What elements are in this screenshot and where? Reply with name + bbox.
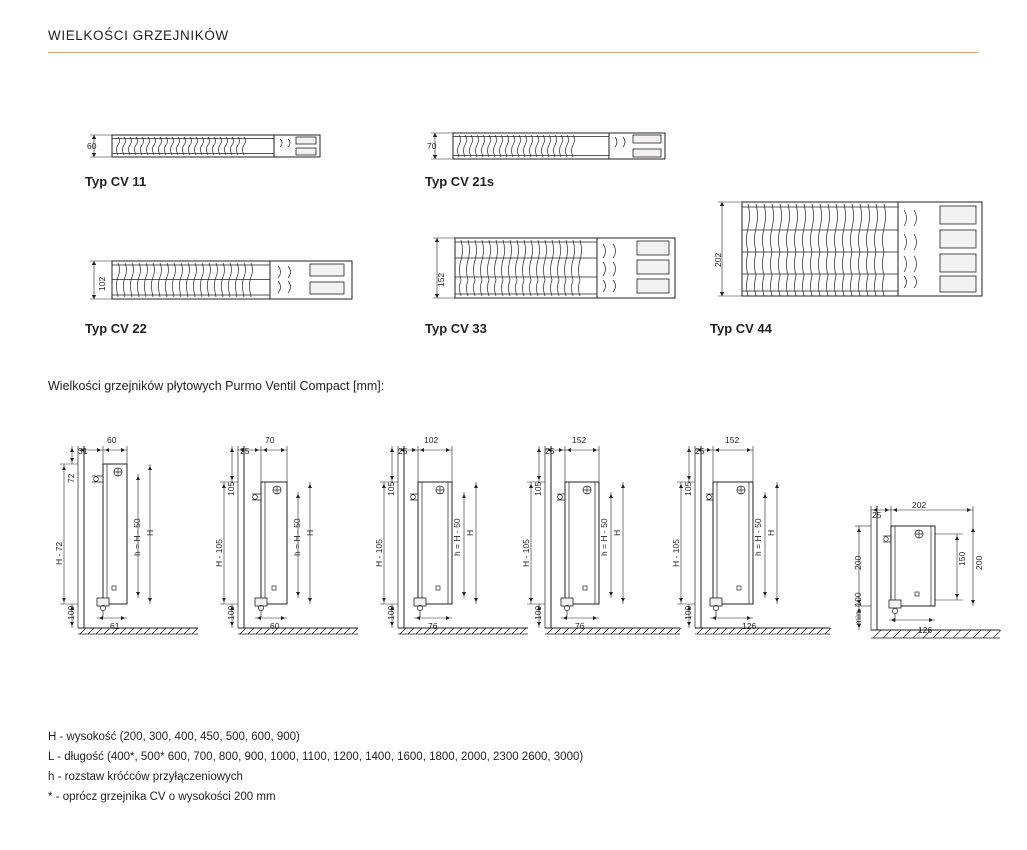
plan-cv11-dim-mid: H - 72 (54, 541, 64, 565)
plan-cv21s-dim-top: 105 (226, 481, 236, 496)
cross-section-cv33 (425, 232, 675, 310)
side-dim-25: 25 (872, 510, 882, 520)
plan-figure-cv11 (48, 438, 198, 668)
plan-cv33-dim-152: 152 (572, 435, 587, 445)
plan-cv33-dim-bottom-width: 76 (575, 621, 585, 631)
plan-cv33-dim-top: 105 (533, 481, 543, 496)
cv22-depth-dim: 102 (97, 276, 107, 291)
cross-section-cv21s (425, 128, 693, 168)
side-dim-126: 126 (918, 625, 933, 635)
plan-cv44-dim-h: h = H - 50 (753, 518, 763, 556)
note-length: L - długość (400*, 500* 600, 700, 800, 900, 1000, 1100, 1200, 1400, 1600, 1800, 2000, 2300 2600, 3000) (48, 751, 584, 763)
plan-cv21s-dim-h: h = H - 50 (292, 518, 302, 556)
plan-cv22-dim-bottom-width: 76 (428, 621, 438, 631)
plan-cv44-dim-H: H (766, 529, 776, 536)
plan-cv44-dim-bottom: 100 (683, 605, 693, 620)
plan-cv11-dim-top: 72 (66, 473, 76, 483)
note-height: H - wysokość (200, 300, 400, 450, 500, 600, 900) (48, 731, 300, 743)
note-exception: * - oprócz grzejnika CV o wysokości 200 mm (48, 791, 276, 803)
cv33-label: Typ CV 33 (425, 321, 487, 336)
plan-cv22-dim-top: 105 (386, 481, 396, 496)
cross-section-cv11 (84, 128, 352, 168)
plan-cv22-dim-mid: H - 105 (374, 539, 384, 567)
plan-cv44-dim-152: 152 (725, 435, 740, 445)
plan-cv22-dim-bottom: 100 (386, 605, 396, 620)
plan-cv22-dim-25: 25 (398, 446, 408, 456)
legend-notes (48, 727, 948, 807)
page-header (48, 28, 978, 53)
plan-cv21s-dim-25: 25 (240, 446, 250, 456)
side-dim-150: 150 (957, 551, 967, 566)
plan-cv44-dim-top: 105 (683, 481, 693, 496)
plan-cv11-dim-bottom-width: 61 (110, 621, 120, 631)
plan-figure-cv21s (208, 438, 358, 668)
page-title: WIELKOŚCI GRZEJNIKÓW (48, 28, 229, 43)
cv11-depth-dim: 60 (87, 141, 97, 151)
cv44-label: Typ CV 44 (710, 321, 772, 336)
cross-section-cv44 (710, 196, 982, 308)
plan-cv33-dim-h: h = H - 50 (599, 518, 609, 556)
plan-cv44-dim-bottom-width: 126 (742, 621, 757, 631)
plan-cv22-dim-H: H (465, 529, 475, 536)
side-dim-202: 202 (912, 500, 927, 510)
plan-cv21s-dim-H: H (305, 529, 315, 536)
cv21s-label: Typ CV 21s (425, 174, 495, 189)
plan-cv44-dim-mid: H - 105 (671, 539, 681, 567)
plan-cv33-dim-H: H (612, 529, 622, 536)
plan-cv11-dim-H: H (145, 529, 155, 536)
plan-figure-cv33 (515, 438, 680, 668)
cross-section-cv22 (84, 255, 352, 311)
plan-cv21s-dim-bottom-width: 60 (270, 621, 280, 631)
side-dim-200-outer: 200 (974, 555, 984, 570)
plan-cv22-dim-102: 102 (424, 435, 439, 445)
plan-cv21s-dim-bottom: 100 (226, 605, 236, 620)
plan-cv21s-dim-70: 70 (265, 435, 275, 445)
cv22-label: Typ CV 22 (85, 321, 147, 336)
section-caption: Wielkości grzejników płytowych Purmo Ventil Compact [mm]: (48, 379, 385, 393)
plan-cv44-dim-25: 25 (695, 446, 705, 456)
cv21s-depth-dim: 70 (427, 141, 437, 151)
side-dim-min100: min. 100 (853, 592, 863, 625)
plan-cv11-dim-31: 31 (78, 446, 88, 456)
plan-cv33-dim-bottom: 100 (533, 605, 543, 620)
plan-figure-cv44 (665, 438, 830, 668)
cv11-label: Typ CV 11 (85, 174, 147, 189)
side-dim-200: 200 (853, 555, 863, 570)
plan-cv11-dim-60: 60 (107, 435, 117, 445)
plan-cv11-dim-bottom: 100 (66, 605, 76, 620)
plan-cv22-dim-h: h = H - 50 (452, 518, 462, 556)
plan-figure-cv-200 (845, 500, 1005, 670)
cv33-depth-dim: 152 (436, 272, 446, 287)
plan-cv11-dim-h: h = H - 50 (132, 518, 142, 556)
note-connection-spacing: h - rozstaw króćców przyłączeniowych (48, 771, 243, 783)
cv44-depth-dim: 202 (713, 252, 723, 267)
plan-figure-cv22 (368, 438, 528, 668)
plan-cv21s-dim-mid: H - 105 (214, 539, 224, 567)
header-divider (48, 52, 978, 53)
plan-cv33-dim-25: 25 (545, 446, 555, 456)
plan-cv33-dim-mid: H - 105 (521, 539, 531, 567)
